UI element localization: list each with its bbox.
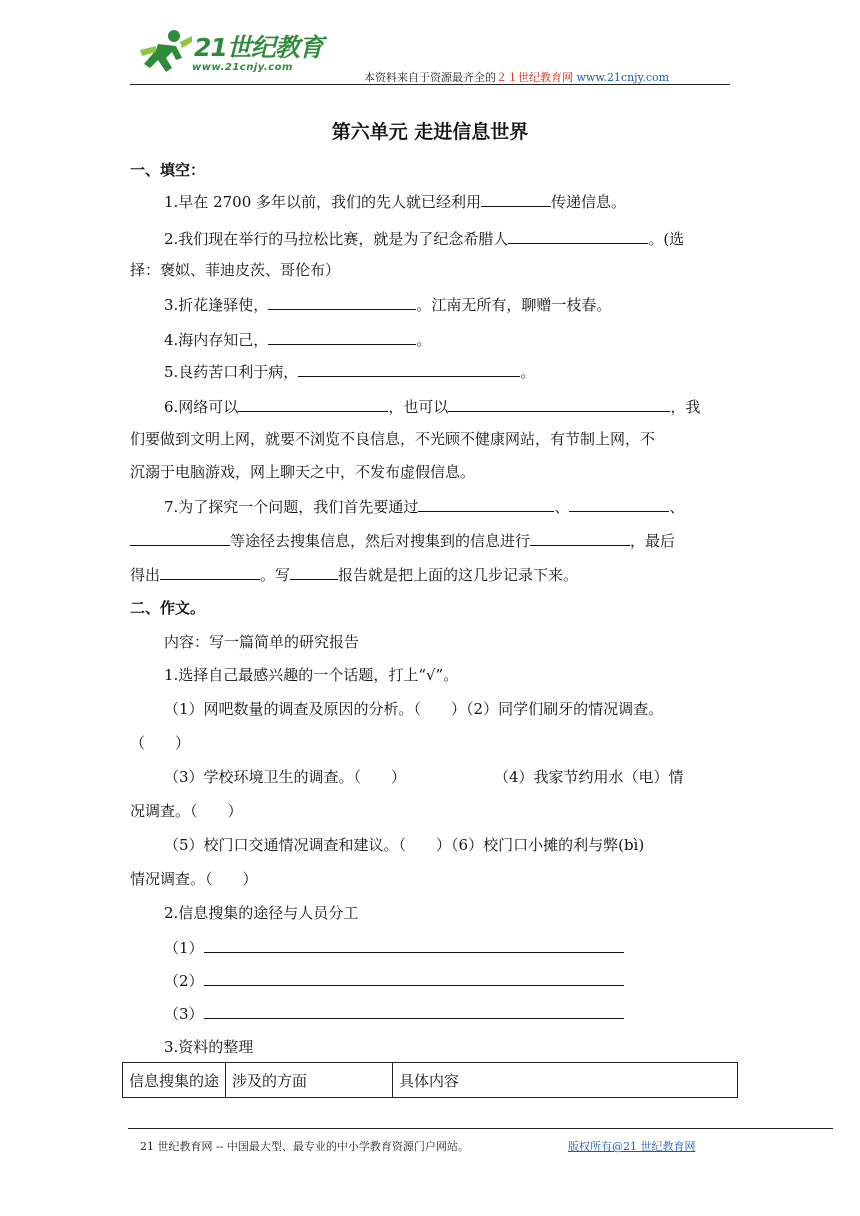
question-6-cont-1: 们要做到文明上网，就要不浏览不良信息，不光顾不健康网站，有节制上网，不 — [130, 430, 656, 448]
q3-blank[interactable] — [268, 294, 416, 310]
q3-text-a: 3.折花逢驿使， — [164, 296, 269, 314]
page-footer — [140, 1138, 696, 1154]
question-7-cont-2 — [130, 564, 578, 585]
q7-text-h: 报告就是把上面的这几步记录下来。 — [338, 566, 579, 584]
question-7-cont-1 — [130, 530, 675, 551]
question-6-cont-2: 沉溺于电脑游戏，网上聊天之中，不发布虚假信息。 — [130, 463, 476, 481]
q4-text-a: 4.海内存知己， — [164, 331, 269, 349]
site-logo — [130, 22, 340, 82]
header-note-url[interactable]: www.21cnjy.com — [576, 71, 670, 84]
q7-text-c: 、 — [669, 498, 685, 516]
logo-url: www.21cnjy.com — [192, 62, 293, 73]
table-header-cell: 具体内容 — [393, 1063, 738, 1098]
q2-text-a: 2.我们现在举行的马拉松比赛，就是为了纪念希腊人 — [164, 230, 509, 248]
essay-step-3: 3.资料的整理 — [164, 1038, 254, 1056]
q6-text-b: ，也可以 — [388, 398, 449, 416]
q7-text-e: ，最后 — [630, 532, 676, 550]
q7-blank-4[interactable] — [530, 530, 630, 546]
q7-blank-6[interactable] — [290, 564, 338, 580]
answer-line-1-label: （1） — [164, 939, 204, 957]
topic-option-4-cont[interactable]: 况调查。（ ） — [130, 802, 243, 820]
topic-option-5-6[interactable]: （5）校门口交通情况调查和建议。（ ）（6）校门口小摊的利与弊(bì) — [164, 836, 645, 854]
q1-text-a: 1.早在 2700 多年以前，我们的先人就已经利用 — [164, 193, 482, 211]
q2-text-b: 。(选 — [648, 230, 685, 248]
logo-text: 21世纪教育 — [194, 33, 323, 62]
answer-line-1 — [164, 937, 624, 958]
q6-text-c: ，我 — [670, 398, 701, 416]
q7-blank-3[interactable] — [130, 530, 230, 546]
question-6 — [164, 396, 700, 417]
question-4 — [164, 329, 431, 350]
topic-option-3[interactable]: （3）学校环境卫生的调查。（ ） — [164, 768, 407, 786]
table-header-row — [123, 1063, 738, 1098]
answer-line-3-label: （3） — [164, 1005, 204, 1023]
q3-text-b: 。江南无所有，聊赠一枝春。 — [416, 296, 612, 314]
essay-content: 内容：写一篇简单的研究报告 — [164, 633, 360, 651]
question-2-cont: 择：褒姒、菲迪皮茨、哥伦布） — [130, 261, 341, 279]
essay-step-2: 2.信息搜集的途径与人员分工 — [164, 904, 359, 922]
q7-text-b: 、 — [554, 498, 570, 516]
answer-line-2 — [164, 970, 624, 991]
section1-heading: 一、填空： — [130, 161, 206, 179]
header-note-prefix: 本资料来自于资源最齐全的 — [364, 71, 496, 84]
q1-text-b: 传递信息。 — [551, 193, 627, 211]
q4-blank[interactable] — [268, 329, 416, 345]
runner-logo-icon — [136, 28, 194, 76]
footer-text: 21 世纪教育网 -- 中国最大型、最专业的中小学教育资源门户网站。 — [140, 1140, 469, 1153]
q7-text-f: 得出 — [130, 566, 161, 584]
q7-text-d: 等途径去搜集信息，然后对搜集到的信息进行 — [230, 532, 531, 550]
q6-blank-1[interactable] — [238, 396, 388, 412]
topic-option-4[interactable]: （4）我家节约用水（电）情 — [494, 768, 684, 786]
q7-blank-5[interactable] — [160, 564, 260, 580]
page-header — [130, 22, 730, 86]
answer-line-3-blank[interactable] — [204, 1003, 624, 1019]
q6-text-a: 6.网络可以 — [164, 398, 239, 416]
header-note — [364, 69, 669, 85]
topic-option-2-paren[interactable]: （ ） — [130, 734, 191, 752]
q6-blank-2[interactable] — [448, 396, 670, 412]
answer-line-2-label: （2） — [164, 972, 204, 990]
q7-blank-2[interactable] — [569, 496, 669, 512]
q5-blank[interactable] — [298, 361, 520, 377]
info-table — [122, 1062, 738, 1098]
answer-line-1-blank[interactable] — [204, 937, 624, 953]
page-title: 第六单元 走进信息世界 — [331, 121, 529, 143]
question-1 — [164, 191, 626, 212]
footer-divider — [128, 1128, 833, 1129]
q7-text-a: 7.为了探究一个问题，我们首先要通过 — [164, 498, 419, 516]
table-header-cell: 涉及的方面 — [226, 1063, 393, 1098]
section2-heading: 二、作文。 — [130, 599, 206, 617]
q7-text-g: 。写 — [260, 566, 291, 584]
q5-text-a: 5.良药苦口利于病， — [164, 363, 299, 381]
question-2 — [164, 228, 684, 249]
footer-copyright-link[interactable]: 版权所有@21 世纪教育网 — [568, 1140, 696, 1153]
q1-blank[interactable] — [481, 191, 551, 207]
q7-blank-1[interactable] — [418, 496, 554, 512]
essay-step-1: 1.选择自己最感兴趣的一个话题，打上“√”。 — [164, 666, 459, 684]
answer-line-3 — [164, 1003, 624, 1024]
q2-blank[interactable] — [508, 228, 648, 244]
header-divider — [130, 84, 730, 85]
answer-line-2-blank[interactable] — [204, 970, 624, 986]
question-7 — [164, 496, 684, 517]
q4-text-b: 。 — [416, 331, 432, 349]
table-header-cell: 信息搜集的途 — [123, 1063, 226, 1098]
topic-option-1-2[interactable]: （1）网吧数量的调查及原因的分析。（ ）（2）同学们刷牙的情况调查。 — [164, 700, 664, 718]
q5-text-b: 。 — [520, 363, 536, 381]
question-3 — [164, 294, 611, 315]
header-note-site[interactable]: ２１世纪教育网 — [496, 71, 573, 84]
topic-option-6-cont[interactable]: 情况调查。（ ） — [130, 870, 258, 888]
question-5 — [164, 361, 535, 382]
